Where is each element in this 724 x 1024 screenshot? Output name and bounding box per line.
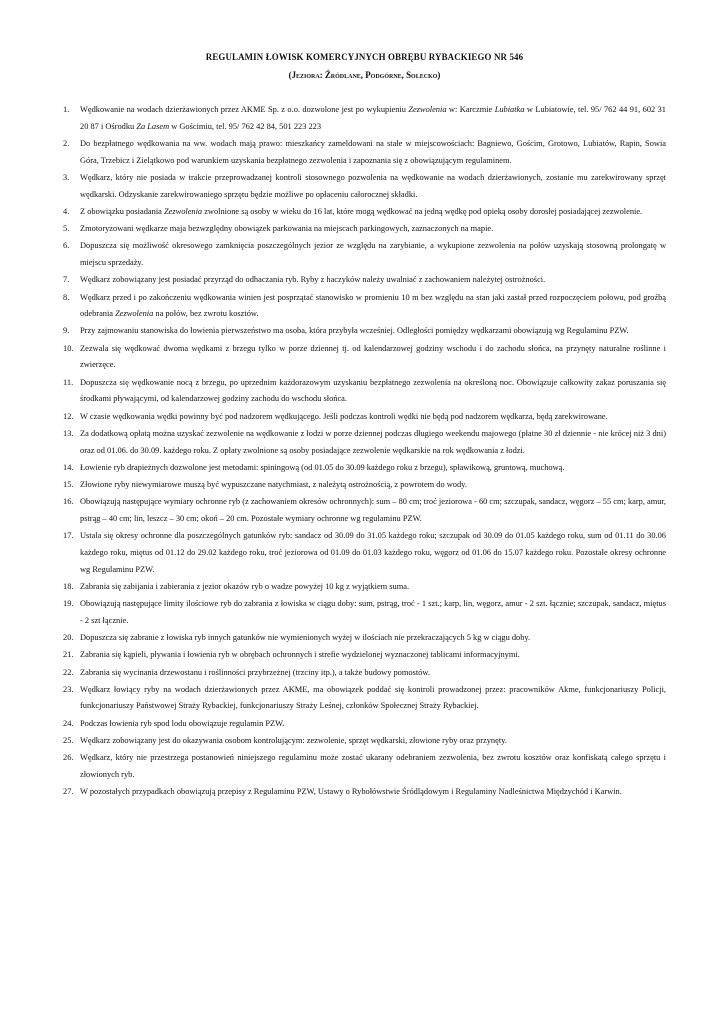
rule-item (63, 460, 666, 477)
rule-number: 20. (63, 633, 74, 643)
rule-text (80, 528, 666, 578)
rule-number: 1. (63, 105, 70, 114)
rule-text (80, 409, 666, 426)
rule-number: 4. (63, 206, 70, 216)
rule-text-segment: Zabrania się wycinania drzewostanu i roślinności przybrzeżnej (trzciny itp.), a także budowy pomostów. (80, 667, 430, 677)
rule-item (63, 630, 666, 647)
rule-text-segment: Wędkarz, który nie posiada w trakcie przeprowadzanej kontroli stosownego pozwolenia na wędkowanie na wodach dzierżawionych, zostanie mu zarekwirowany sprzęt wędkarski. Odzyskanie zarekwirowaniego sprzętu będzie możliwe po opłaceniu całorocznej składki. (80, 172, 666, 199)
rule-text (80, 272, 666, 289)
rule-text (80, 136, 666, 170)
rule-item (63, 238, 666, 272)
rule-text-segment: Łowienie ryb drapieżnych dozwolone jest metodami: spiningową (od 01.05 do 30.09 każdego roku z brzegu), spławikową, gruntową, muchową. (80, 462, 565, 472)
rule-text-segment: Wędkarz przed i po zakończeniu wędkowania winien jest posprzątać stanowisko w promieniu 10 m bez względu na stan jaki zastał przed rozpoczęciem połowu, pod groźbą odebrania (80, 292, 666, 319)
rule-number: 9. (63, 326, 70, 336)
rule-text-segment: w Lubiatowie, tel. 95/ 762 44 91, 602 31 20 87 i Ośrodku (80, 105, 666, 131)
rule-text-emphasis: Za Lasem (136, 121, 170, 131)
rule-item (63, 409, 666, 426)
rule-text (80, 665, 666, 682)
rule-number: 25. (63, 735, 74, 745)
document-title: REGULAMIN ŁOWISK KOMERCYJNYCH OBRĘBU RYBACKIEGO NR 546 (205, 52, 524, 62)
rule-text (80, 221, 666, 238)
rule-number: 21. (63, 650, 74, 660)
rule-item (63, 136, 666, 170)
rule-item (63, 323, 666, 340)
rule-number: 23. (63, 684, 74, 694)
rule-text (80, 733, 666, 750)
rule-text-segment: W pozostałych przypadkach obowiązują przepisy z Regulaminu PZW, Ustawy o Rybołówstwie Śródlądowym i Regulaminy Nadleśnictwa Międzychód i Karwin. (80, 787, 622, 797)
rule-text-segment: Wędkowanie na wodach dzierżawionych przez AKME Sp. z o.o. dozwolone jest po wykupieniu (80, 105, 409, 114)
rule-text-segment: Wędkarz łowiący ryby na wodach dzierżawionych przez AKME, ma obowiązek poddać się kontroli prowadzonej przez: pracowników Akme, funkcjonariuszy Policji, funkcjonariuszy Państwowej Straży Rybackiej, funkcjonariuszy Straży Leśnej, członków Społecznej Straży Rybackiej. (80, 684, 666, 711)
rule-text (80, 750, 666, 784)
rule-text (80, 204, 666, 221)
rule-item (63, 375, 666, 409)
rule-text-segment: Podczas łowienia ryb spod lodu obowiązuje regulamin PZW. (80, 718, 285, 728)
rule-item (63, 784, 666, 801)
rule-text-segment: Do bezpłatnego wędkowania na ww. wodach mają prawo: mieszkańcy zameldowani na stałe w miejscowościach: Bagniewo, Gościm, Grotowo, Lubiatów, Rapin, Sowia Góra, Trzebicz i Zielątkowo pod warunkiem uzyskania bezpłatnego zezwolenia i zapoznania się z obowiązującym regulaminem. (80, 138, 666, 165)
rule-text (80, 341, 666, 375)
rule-text-segment: W czasie wędkowania wędki powinny być pod nadzorem wędkującego. Jeśli podczas kontroli wędki nie będą pod nadzorem wędkarza, będą zarekwirowane. (80, 411, 608, 421)
rule-item (63, 204, 666, 221)
rule-text-segment: w: Karczmie (446, 105, 495, 114)
rule-text-emphasis: Lubiatka (494, 105, 525, 114)
rule-text-segment: Zabrania się zabijania i zabierania z jezior okazów ryb o wadze powyżej 10 kg z wyjątkiem suma. (80, 581, 410, 591)
document-subtitle: (Jeziora: Źródlane, Podgórne, Solecko) (288, 70, 441, 80)
rule-number: 12. (63, 411, 74, 421)
rule-number: 8. (63, 292, 70, 302)
rule-number: 18. (63, 581, 74, 591)
rule-text-segment: Wędkarz zobowiązany jest posiadać przyrząd do odhaczania ryb. Ryby z haczyków należy uwalniać z zachowaniem należytej ostrożności. (80, 275, 546, 285)
rule-text (80, 170, 666, 204)
rule-item (63, 733, 666, 750)
rule-item (63, 647, 666, 664)
rule-text (80, 460, 666, 477)
rule-text (80, 290, 666, 324)
rule-text-segment: Zezwala się wędkować dwoma wędkami z brzegu tylko w porze dziennej tj. od kalendarzowej godziny wschodu i do zachodu słońca, na przynęty naturalne roślinne i zwierzęce. (80, 343, 666, 370)
rule-text-segment: Wędkarz, który nie przestrzega postanowień niniejszego regulaminu może zostać ukarany odebraniem zezwolenia, bez zwrotu kosztów oraz konfiskatą całego sprzętu i złowionych ryb. (80, 753, 666, 779)
rule-number: 14. (63, 462, 74, 472)
rule-item (63, 272, 666, 289)
rule-number: 22. (63, 667, 74, 677)
rule-text-segment: Dopuszcza się możliwość okresowego zamknięcia poszczególnych jezior ze względu na zarybianie, a wykupione zezwolenia na połów uzyskają stosowną prolongatę w miejscu sprzedaży. (80, 241, 666, 268)
rule-number: 17. (63, 531, 74, 541)
rule-number: 10. (63, 343, 74, 353)
rule-item (63, 528, 666, 579)
rule-number: 27. (63, 787, 74, 797)
rule-text (80, 323, 666, 340)
rule-text (80, 238, 666, 272)
rule-number: 7. (63, 275, 70, 285)
rule-item (63, 170, 666, 204)
rule-text-segment: Zabrania się kąpieli, pływania i łowienia ryb w obrębach ochronnych i strefie wydzielonej wyznaczonej tablicami informacyjnymi. (80, 650, 520, 660)
rule-item (63, 426, 666, 460)
rule-text-segment: Obowiązują następujące wymiary ochronne ryb (z zachowaniem okresów ochronnych): sum – 80 cm; troć jeziorowa - 60 cm; szczupak, sandacz, węgorz – 55 cm; karp, amur, pstrąg – 40 cm; lin, leszcz – 30 cm; okoń – 20 cm. Pozostałe wymiary ochronne wg regulaminu PZW. (80, 497, 666, 523)
rule-text (80, 682, 666, 716)
rule-number: 11. (63, 377, 74, 387)
rule-number: 24. (63, 718, 74, 728)
rule-number: 5. (63, 224, 70, 234)
rule-item (63, 102, 666, 136)
rule-text-segment: Obowiązują następujące limity ilościowe ryb do zabrania z łowiska w ciągu doby: sum, pstrąg, troć - 1 szt.; karp, lin, węgorz, amur - 2 szt. łącznie; szczupak, sandacz, miętus - 2 szt łącznie. (80, 599, 666, 625)
rule-number: 26. (63, 753, 74, 763)
rule-item (63, 682, 666, 716)
rule-text-segment: Dopuszcza się wędkowanie nocą z brzegu, po uprzednim każdorazowym uzyskaniu bezpłatnego zezwolenia na określoną noc. Obowiązuje całkowity zakaz poruszania się środkami pływającymi, od kalendarzowej godziny zachodu do wschodu słońca. (80, 377, 666, 404)
rule-text-segment: Złowione ryby niewymiarowe muszą być wypuszczane natychmiast, z należytą ostrożnością, z powrotem do wody. (80, 480, 467, 489)
rule-item (63, 341, 666, 375)
rule-number: 13. (63, 428, 74, 438)
rule-item (63, 290, 666, 324)
rule-item (63, 494, 666, 528)
rule-text-segment: Wędkarz zobowiązany jest do okazywania osobom kontrolującym: zezwolenie, sprzęt wędkarski, złowione ryby oraz przynęty. (80, 735, 507, 745)
rule-text (80, 426, 666, 460)
rule-text (80, 477, 666, 494)
rule-item (63, 750, 666, 784)
rule-text-segment: Dopuszcza się zabranie z łowiska ryb innych gatunków nie wymienionych wyżej w ilościach nie przekraczających 5 kg w ciągu doby. (80, 633, 531, 643)
rule-text-segment: Przy zajmowaniu stanowiska do łowienia pierwszeństwo ma osoba, która przybyła wcześniej. Odległości pomiędzy wędkarzami obowiązują wg Regulaminu PZW. (80, 326, 629, 336)
rule-text (80, 102, 666, 136)
rule-text (80, 579, 666, 596)
rule-text-emphasis: Zezwolenia (163, 206, 203, 216)
rule-text (80, 494, 666, 528)
rule-text (80, 647, 666, 664)
rule-text-segment: w Gościmiu, tel. 95/ 762 42 84, 501 223 223 (169, 121, 322, 131)
rule-text (80, 630, 666, 647)
rule-item (63, 579, 666, 596)
rule-item (63, 596, 666, 630)
rule-number: 3. (63, 172, 70, 182)
rule-text-segment: Zmotoryzowani wędkarze maja bezwzględny obowiązek parkowania na miejscach parkingowych, zaznaczonych na mapie. (80, 224, 494, 234)
rule-text-segment: na połów, bez zwrotu kosztów. (153, 309, 259, 319)
rule-text (80, 375, 666, 409)
rule-item (63, 716, 666, 733)
rule-number: 6. (63, 241, 70, 251)
rule-text-segment: Z obowiązku posiadania (80, 206, 164, 216)
rule-item (63, 221, 666, 238)
rule-item (63, 477, 666, 494)
rule-text-segment: zwolnione są osoby w wieku do 16 lat, które mogą wędkować na jedną wędkę pod opieką osoby dorosłej posiadającej zezwolenie. (202, 206, 643, 216)
rule-number: 16. (63, 497, 74, 507)
rule-item (63, 665, 666, 682)
rule-text-emphasis: Zezwolenia (115, 309, 154, 319)
rule-text-segment: Ustala się okresy ochronne dla poszczególnych gatunków ryb: sandacz od 30.09 do 31.05 każdego roku; szczupak od 30.09 do 01.05 każdego roku, sum od 01.11 do 30.06 każdego roku, miętus od 01.12 do 29.02 każdego roku, troć jeziorowa od 01.09 do 01.03 każdego roku, węgorz od 01.06 do 15.07 każdego roku. Pozostałe okresy ochronne wg Regulaminu PZW. (80, 531, 666, 574)
rule-number: 2. (63, 138, 70, 148)
rule-text-segment: Za dodatkową opłatą można uzyskać zezwolenie na wędkowanie z łodzi w porze dziennej podczas długiego weekendu majowego (płatne 30 zł dziennie - nie krócej niż 3 dni) oraz od 01.06. do 30.09. każdego roku. Z opłaty zwolnione są osoby posiadające zezwolenie wędkarskie na rok wędkowania z łodzi. (80, 428, 666, 455)
rule-text-emphasis: Zezwolenia (408, 105, 447, 114)
rule-text (80, 596, 666, 630)
rule-text (80, 716, 666, 733)
rule-text (80, 784, 666, 801)
rule-number: 15. (63, 480, 74, 489)
rules-list (63, 102, 666, 801)
rule-number: 19. (63, 599, 74, 609)
